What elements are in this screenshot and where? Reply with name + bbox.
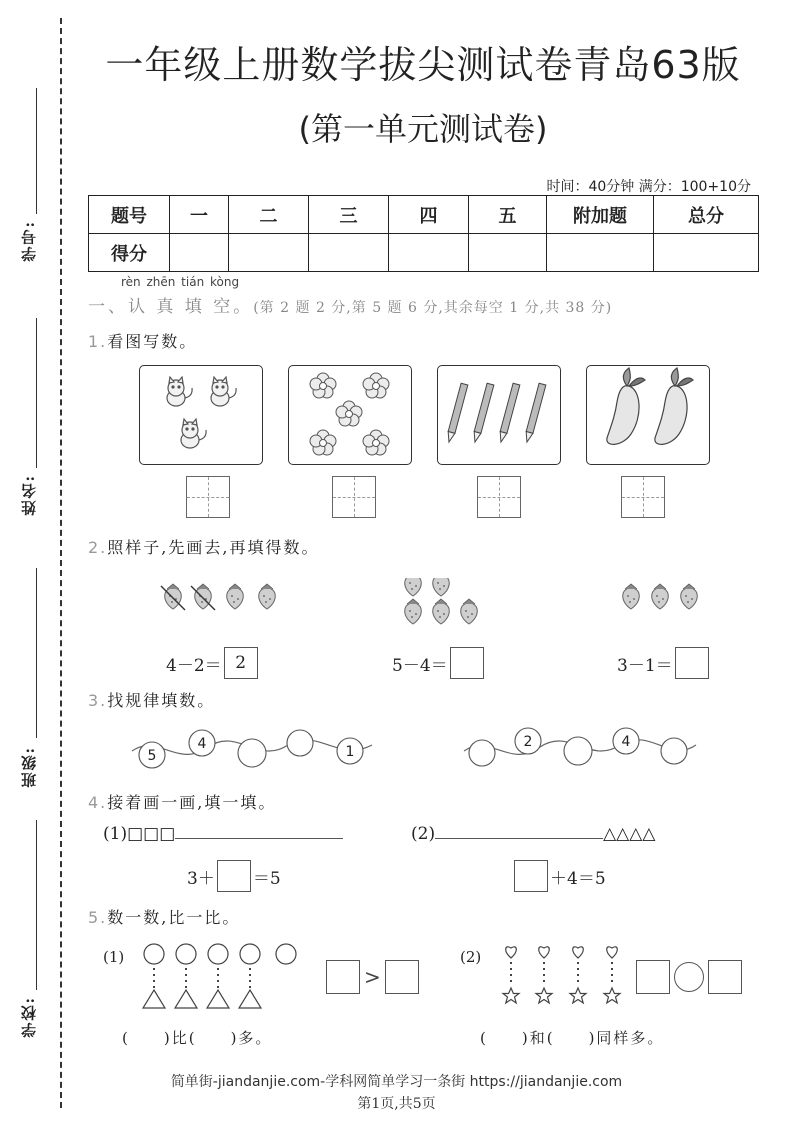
pattern-number: 2 xyxy=(523,734,533,750)
section-heading-text: 一、认 真 填 空。 xyxy=(88,297,254,317)
answer-grid-box[interactable] xyxy=(186,476,230,518)
score-table xyxy=(88,195,759,272)
equation-2 xyxy=(392,647,484,679)
strawberries-illustration xyxy=(155,578,715,628)
page-title: 一年级上册数学拔尖测试卷青岛63版 xyxy=(105,43,741,87)
pencils-illustration xyxy=(438,366,560,464)
part-label: (2) xyxy=(460,948,482,966)
score-row-label: 得分 xyxy=(89,234,170,272)
heart-icon xyxy=(573,947,584,958)
binding-dashed-line xyxy=(60,18,62,1108)
question-number: 2. xyxy=(88,538,108,557)
equation-text: 3＋ xyxy=(187,868,215,889)
part-label: (1) xyxy=(103,948,125,966)
footer-source: 简单街-jiandanjie.com-学科网简单学习一条街 https://jiandanjie.com xyxy=(170,1074,623,1090)
question-number: 5. xyxy=(88,908,108,927)
equation-4-2 xyxy=(514,860,606,892)
school-label: 学校: xyxy=(20,996,38,1038)
equation-example xyxy=(166,647,258,679)
question-3 xyxy=(88,688,215,711)
page-subtitle: (第一单元测试卷) xyxy=(298,110,548,148)
equation-text: 4－2＝ xyxy=(166,655,222,676)
compare-box[interactable] xyxy=(636,960,670,994)
question-1 xyxy=(88,329,197,352)
score-input-cell[interactable] xyxy=(170,234,229,272)
sentence-part: ( xyxy=(122,1029,130,1047)
circle-shape xyxy=(276,944,296,964)
exam-meta: 时间：40分钟 满分：100+10分 xyxy=(546,179,751,195)
triangle-shape xyxy=(175,990,197,1008)
picture-cats xyxy=(139,365,263,465)
compare-box[interactable] xyxy=(708,960,742,994)
hearts-stars-illustration xyxy=(496,940,630,1008)
pencil-icon xyxy=(446,383,468,443)
question-2 xyxy=(88,535,319,558)
answer-box[interactable] xyxy=(217,860,251,892)
equation-3 xyxy=(617,647,709,679)
student-id-label: 学号: xyxy=(20,220,38,262)
star-icon xyxy=(570,988,586,1003)
question-text: 找规律填数。 xyxy=(107,691,216,710)
question-text: 数一数,比一比。 xyxy=(107,908,241,927)
name-label: 姓名: xyxy=(20,474,38,516)
question-number: 4. xyxy=(88,793,108,812)
triangle-shape xyxy=(143,990,165,1008)
question-text: 接着画一画,填一填。 xyxy=(107,793,277,812)
compare-2 xyxy=(636,960,742,994)
answer-grid-box[interactable] xyxy=(477,476,521,518)
score-header-cell: 总分 xyxy=(654,196,759,234)
equation-text: 5－4＝ xyxy=(392,655,448,676)
draw-row-1 xyxy=(103,822,343,844)
pattern-vine-2 xyxy=(460,715,700,781)
circles-triangles-illustration xyxy=(140,940,305,1014)
star-icon xyxy=(503,988,519,1003)
compare-box[interactable] xyxy=(385,960,419,994)
circle-shape xyxy=(144,944,164,964)
compare-box[interactable] xyxy=(326,960,360,994)
sentence-part: ( xyxy=(480,1029,488,1047)
footer-page-number: 第1页,共5页 xyxy=(357,1096,436,1112)
pencil-icon xyxy=(524,383,546,443)
score-input-cell[interactable] xyxy=(547,234,654,272)
answer-box[interactable] xyxy=(675,647,709,679)
score-header-cell: 四 xyxy=(389,196,469,234)
score-header-cell: 二 xyxy=(229,196,309,234)
sentence-part: )多。 xyxy=(230,1029,273,1047)
cat-icon xyxy=(167,377,192,406)
squares-pattern: □□□ xyxy=(127,824,176,844)
heart-icon xyxy=(607,947,618,958)
score-header-cell: 题号 xyxy=(89,196,170,234)
pattern-number: 5 xyxy=(147,748,157,764)
picture-pencils xyxy=(437,365,561,465)
circle-shape xyxy=(208,944,228,964)
score-table-score-row xyxy=(89,234,759,272)
score-input-cell[interactable] xyxy=(654,234,759,272)
section-score-note: (第 2 题 2 分,第 5 题 6 分,其余每空 1 分,共 38 分) xyxy=(253,300,613,316)
cats-illustration xyxy=(140,366,262,464)
class-line xyxy=(36,568,37,738)
equation-text: 3－1＝ xyxy=(617,655,673,676)
pattern-number: 4 xyxy=(621,734,631,750)
score-table-header-row xyxy=(89,196,759,234)
mango-icon xyxy=(655,368,693,444)
score-header-cell: 三 xyxy=(309,196,389,234)
equation-text: ＋4＝5 xyxy=(550,868,606,889)
pencil-icon xyxy=(498,383,520,443)
answer-sentence-1 xyxy=(122,1027,272,1048)
pattern-number: 4 xyxy=(197,736,207,752)
mango-icon xyxy=(607,368,645,444)
triangle-shape xyxy=(207,990,229,1008)
pencil-icon xyxy=(472,383,494,443)
score-header-cell: 一 xyxy=(170,196,229,234)
triangle-shape xyxy=(239,990,261,1008)
score-header-cell: 附加题 xyxy=(547,196,654,234)
answer-box[interactable] xyxy=(450,647,484,679)
answer-grid-box[interactable] xyxy=(332,476,376,518)
compare-circle[interactable] xyxy=(674,962,704,992)
score-header-cell: 五 xyxy=(469,196,547,234)
draw-line[interactable] xyxy=(175,822,343,839)
heart-icon xyxy=(539,947,550,958)
equation-4-1 xyxy=(187,860,281,892)
score-input-cell[interactable] xyxy=(389,234,469,272)
cat-icon xyxy=(211,377,236,406)
greater-than-sign: > xyxy=(364,965,381,989)
circle-shape xyxy=(240,944,260,964)
score-input-cell[interactable] xyxy=(229,234,309,272)
question-number: 3. xyxy=(88,691,108,710)
question-number: 1. xyxy=(88,332,108,351)
circle-shape xyxy=(176,944,196,964)
equation-text: ＝5 xyxy=(252,868,281,889)
part-label: (2) xyxy=(411,824,436,844)
student-id-line xyxy=(36,88,37,214)
compare-1 xyxy=(326,960,419,994)
triangles-pattern: △△△△ xyxy=(603,824,656,844)
answer-box[interactable]: 2 xyxy=(224,647,258,679)
draw-row-2 xyxy=(411,822,655,844)
cat-icon xyxy=(181,419,206,448)
mangoes-illustration xyxy=(587,366,709,464)
question-text: 照样子,先画去,再填得数。 xyxy=(107,538,320,557)
score-input-cell[interactable] xyxy=(309,234,389,272)
section-heading xyxy=(88,292,612,317)
picture-mangoes xyxy=(586,365,710,465)
sentence-part: )比( xyxy=(163,1029,197,1047)
pattern-vine-1 xyxy=(128,715,378,781)
part-label: (1) xyxy=(103,824,128,844)
pattern-number: 1 xyxy=(345,744,355,760)
sentence-part: )和( xyxy=(521,1029,555,1047)
flowers-illustration xyxy=(289,366,411,464)
star-icon xyxy=(604,988,620,1003)
class-label: 班级: xyxy=(20,746,38,788)
picture-flowers xyxy=(288,365,412,465)
section-pinyin: rèn zhēn tián kòng xyxy=(121,275,240,289)
star-icon xyxy=(536,988,552,1003)
draw-line[interactable] xyxy=(435,822,603,839)
question-text: 看图写数。 xyxy=(107,332,198,351)
answer-box[interactable] xyxy=(514,860,548,892)
name-line xyxy=(36,318,37,468)
question-4 xyxy=(88,790,276,813)
answer-sentence-2 xyxy=(480,1027,664,1048)
score-input-cell[interactable] xyxy=(469,234,547,272)
answer-grid-box[interactable] xyxy=(621,476,665,518)
question-5 xyxy=(88,905,240,928)
sentence-part: )同样多。 xyxy=(588,1029,665,1047)
heart-icon xyxy=(506,947,517,958)
school-line xyxy=(36,820,37,990)
